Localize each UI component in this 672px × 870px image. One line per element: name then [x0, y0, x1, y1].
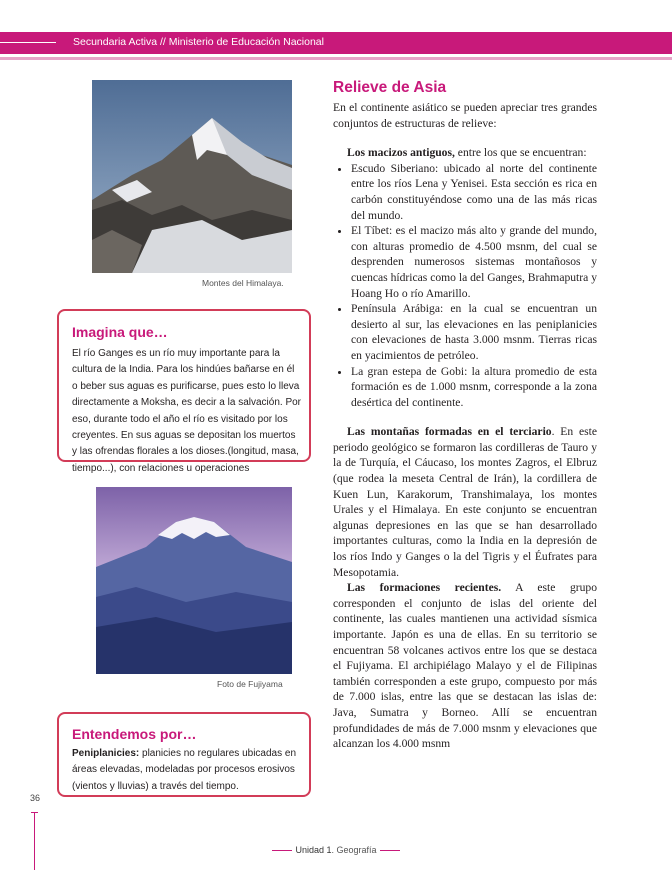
list-item: • Península Arábiga: en la cual se encuentran un desierto al sur, las elevaciones en las peniplanicies con elevaciones de hasta 3.000 msnm. Tierras ricas en yacimientos de petróleo. — [351, 301, 597, 363]
imagina-box — [57, 309, 311, 474]
entendemos-term: Peniplanicies: — [72, 748, 140, 759]
header-text: Secundaria Activa // Ministerio de Educación Nacional — [73, 36, 324, 48]
list-item: • La gran estepa de Gobi: la altura promedio de esta formación es de 1.000 msnm, corresponde a la zona desértica del continente. — [351, 364, 597, 411]
footer-unit: Unidad 1 — [295, 845, 332, 855]
himalaya-photo — [92, 80, 292, 273]
recientes-rest: A este grupo corresponden el conjunto de islas del oriente del continente, las cuales mantienen una actividad sísmica importante. Japón es una de ellas. En su territorio se encuentran 58 volcanes activos entre los que se destaca el Fujiyama. El archipiélago Malayo y el de Filipinas también corresponden a este grupo, compuesto por más de 7.000 islas, entre las que se destacan las islas de: Java, Sumatra y Borneo. Allí se encuentran profundidades de más de 7.000 msnm y elevaciones que alcanzan los 4.000 msnm — [333, 581, 597, 751]
main-column — [333, 78, 597, 752]
imagina-title: Imagina que… — [72, 324, 168, 340]
intro-paragraph: En el continente asiático se pueden apreciar tres grandes conjuntos de estructuras de relieve: — [333, 101, 597, 130]
imagina-body: El río Ganges es un río muy importante para la cultura de la India. Para los hindúes bañarse en él o beber sus aguas es purificarse, pues esto lo lleva directamente a Moksha, es decir a la salvación. Por eso, durante todo el año el río es visitado por los creyentes. En sus aguas se depositan los muertos y las ofrendas florales a los dioses.(longitud, masa, tiempo...), con relaciones u operaciones — [72, 348, 301, 474]
terciario-paragraph — [333, 424, 597, 580]
margin-line — [34, 812, 35, 870]
entendemos-body — [72, 746, 302, 795]
list-item: • El Tíbet: es el macizo más alto y grande del mundo, con alturas promedio de 4.500 msnm, del cual se desprenden numerosos sistemas montañosos y cuencas hídricas como la del Ganges, Brahmaputra y Hoang Ho o río Amarillo. — [351, 223, 597, 301]
header-underline — [0, 57, 672, 60]
entendemos-definition: planicies no regulares ubicadas en áreas elevadas, modeladas por procesos erosivos (vientos y lluvias) a través del tiempo. — [72, 748, 297, 792]
macizos-paragraph — [333, 145, 597, 161]
footer — [0, 845, 672, 855]
recientes-paragraph — [333, 580, 597, 752]
page-number: 36 — [30, 793, 41, 803]
footer-rule-right — [380, 850, 400, 851]
list-item: • Escudo Siberiano: ubicado al norte del continente entre los ríos Lena y Yenisei. Esta sección es rica en carbón constituyéndose como una de las más ricas del mundo. — [351, 161, 597, 223]
fuji-photo — [96, 487, 292, 674]
header-rule — [0, 42, 56, 43]
footer-rule-left — [272, 850, 292, 851]
himalaya-caption: Montes del Himalaya. — [202, 278, 284, 288]
macizos-heading: Los macizos antiguos, — [347, 146, 455, 160]
margin-tick — [31, 812, 38, 813]
macizos-rest: entre los que se encuentran: — [454, 146, 587, 160]
entendemos-box — [57, 712, 311, 797]
terciario-heading: Las montañas formadas en el terciario — [347, 425, 552, 439]
fuji-caption: Foto de Fujiyama — [217, 679, 283, 689]
recientes-heading: Las formaciones recientes. — [347, 581, 502, 595]
terciario-rest: . En este periodo geológico se formaron las cordilleras de Tauro y la de Turquía, el Cáucaso, los montes Zagros, el Elbruz (que rodea la meseta Central de Irán), la cordillera de Kuen Lun, Karakorum, Transhimalaya, los montes Urales y el Himalaya. En este conjunto se encuentran algunas depresiones en las que se han desarrollado importantes culturas, como la India en la depresión de los ríos Indo y Ganges o la del Tigris y el Éufrates para Mesopotamia. — [333, 425, 597, 579]
macizos-list — [333, 161, 597, 411]
footer-subject: . Geografía — [331, 845, 377, 855]
entendemos-title: Entendemos por… — [72, 726, 197, 742]
header-bar — [0, 32, 672, 54]
page-title: Relieve de Asia — [333, 79, 447, 96]
